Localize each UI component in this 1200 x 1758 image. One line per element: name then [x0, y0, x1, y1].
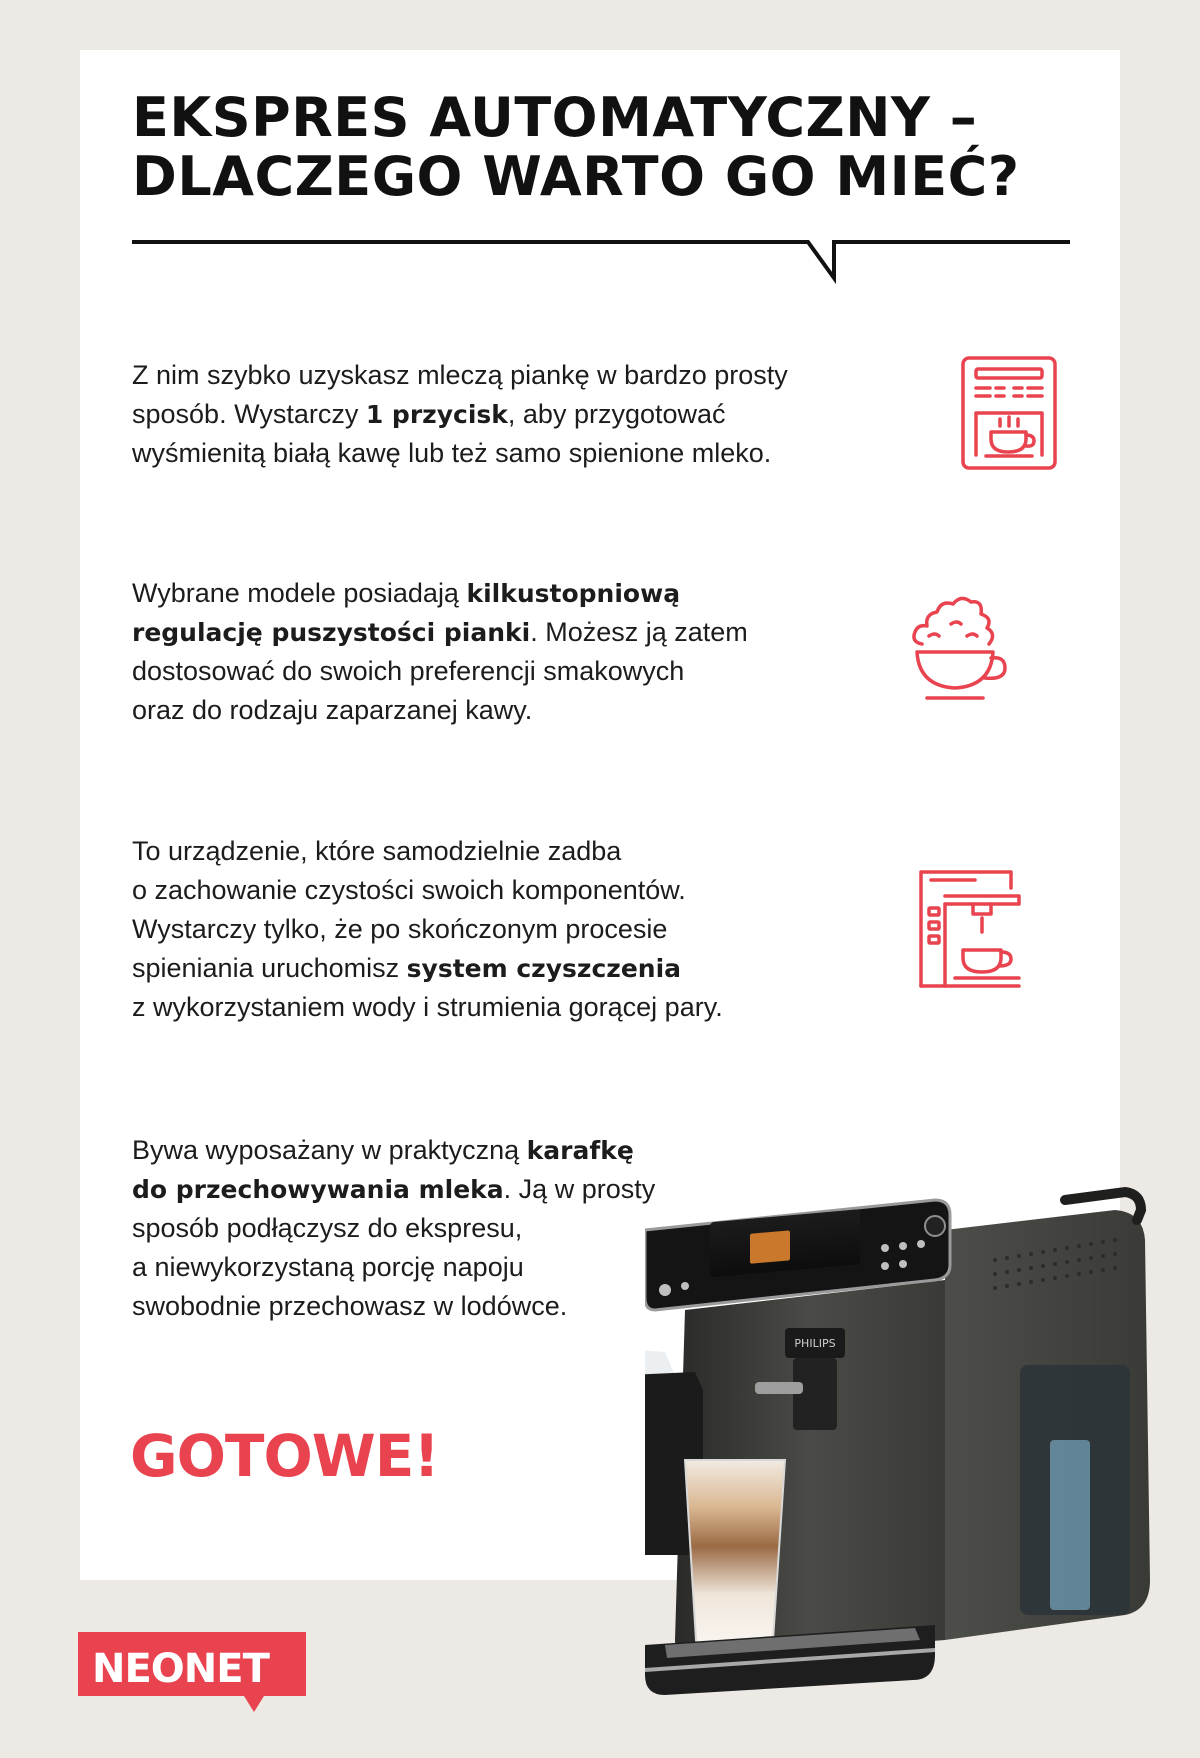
coffee-machine-product-image [645, 1140, 1185, 1700]
product-brand-label: PHILIPS [794, 1337, 836, 1350]
done-heading: GOTOWE! [130, 1422, 439, 1490]
espresso-machine-cleaning-icon [915, 866, 1025, 991]
body-text-segment: sposób. Wystarczy [132, 399, 366, 429]
body-text-segment: o zachowanie czystości swoich komponentów. [132, 875, 686, 905]
body-text-segment: swobodnie przechowasz w lodówce. [132, 1291, 568, 1321]
speech-bubble-divider [130, 232, 1080, 294]
coffee-machine-icon [960, 355, 1060, 473]
section-3-text [132, 832, 912, 1027]
emphasis-text: karafkę [526, 1136, 634, 1165]
emphasis-text: regulację puszystości pianki [132, 618, 531, 647]
body-text-segment: dostosować do swoich preferencji smakowych [132, 656, 685, 686]
brand-logo-text: NEONET [92, 1646, 269, 1692]
foam-cup-icon [905, 590, 1015, 710]
body-text-segment: . Możesz ją zatem [530, 617, 748, 647]
body-text-segment: To urządzenie, które samodzielnie zadba [132, 836, 622, 866]
body-text-segment: a niewykorzystaną porcję napoju [132, 1252, 524, 1282]
section-2-text [132, 574, 892, 730]
body-text-segment: z wykorzystaniem wody i strumienia gorącej pary. [132, 992, 723, 1022]
section-1-text [132, 356, 952, 473]
page-title [132, 88, 1092, 207]
body-text-segment: Z nim szybko uzyskasz mleczą piankę w bardzo prosty [132, 360, 788, 390]
emphasis-text: 1 przycisk [365, 400, 508, 429]
body-text-segment: Wystarczy tylko, że po skończonym procesie [132, 914, 668, 944]
neonet-logo [78, 1632, 308, 1714]
body-text-segment: oraz do rodzaju zaparzanej kawy. [132, 695, 533, 725]
body-text-segment: wyśmienitą białą kawę lub też samo spienione mleko. [132, 438, 772, 468]
body-text-segment: , aby przygotować [507, 399, 726, 429]
body-text-segment: spieniania uruchomisz [132, 953, 407, 983]
body-text-segment: . Ją w prosty [503, 1174, 656, 1204]
body-text-segment: sposób podłączysz do ekspresu, [132, 1213, 523, 1243]
emphasis-text: system czyszczenia [406, 954, 682, 983]
body-text-segment: Bywa wyposażany w praktyczną [132, 1135, 527, 1165]
title-line-2: DLACZEGO WARTO GO MIEĆ? [132, 145, 1020, 209]
emphasis-text: do przechowywania mleka [132, 1175, 504, 1204]
emphasis-text: kilkustopniową [466, 579, 681, 608]
body-text-segment: Wybrane modele posiadają [132, 578, 467, 608]
title-line-1: EKSPRES AUTOMATYCZNY – [132, 86, 978, 149]
